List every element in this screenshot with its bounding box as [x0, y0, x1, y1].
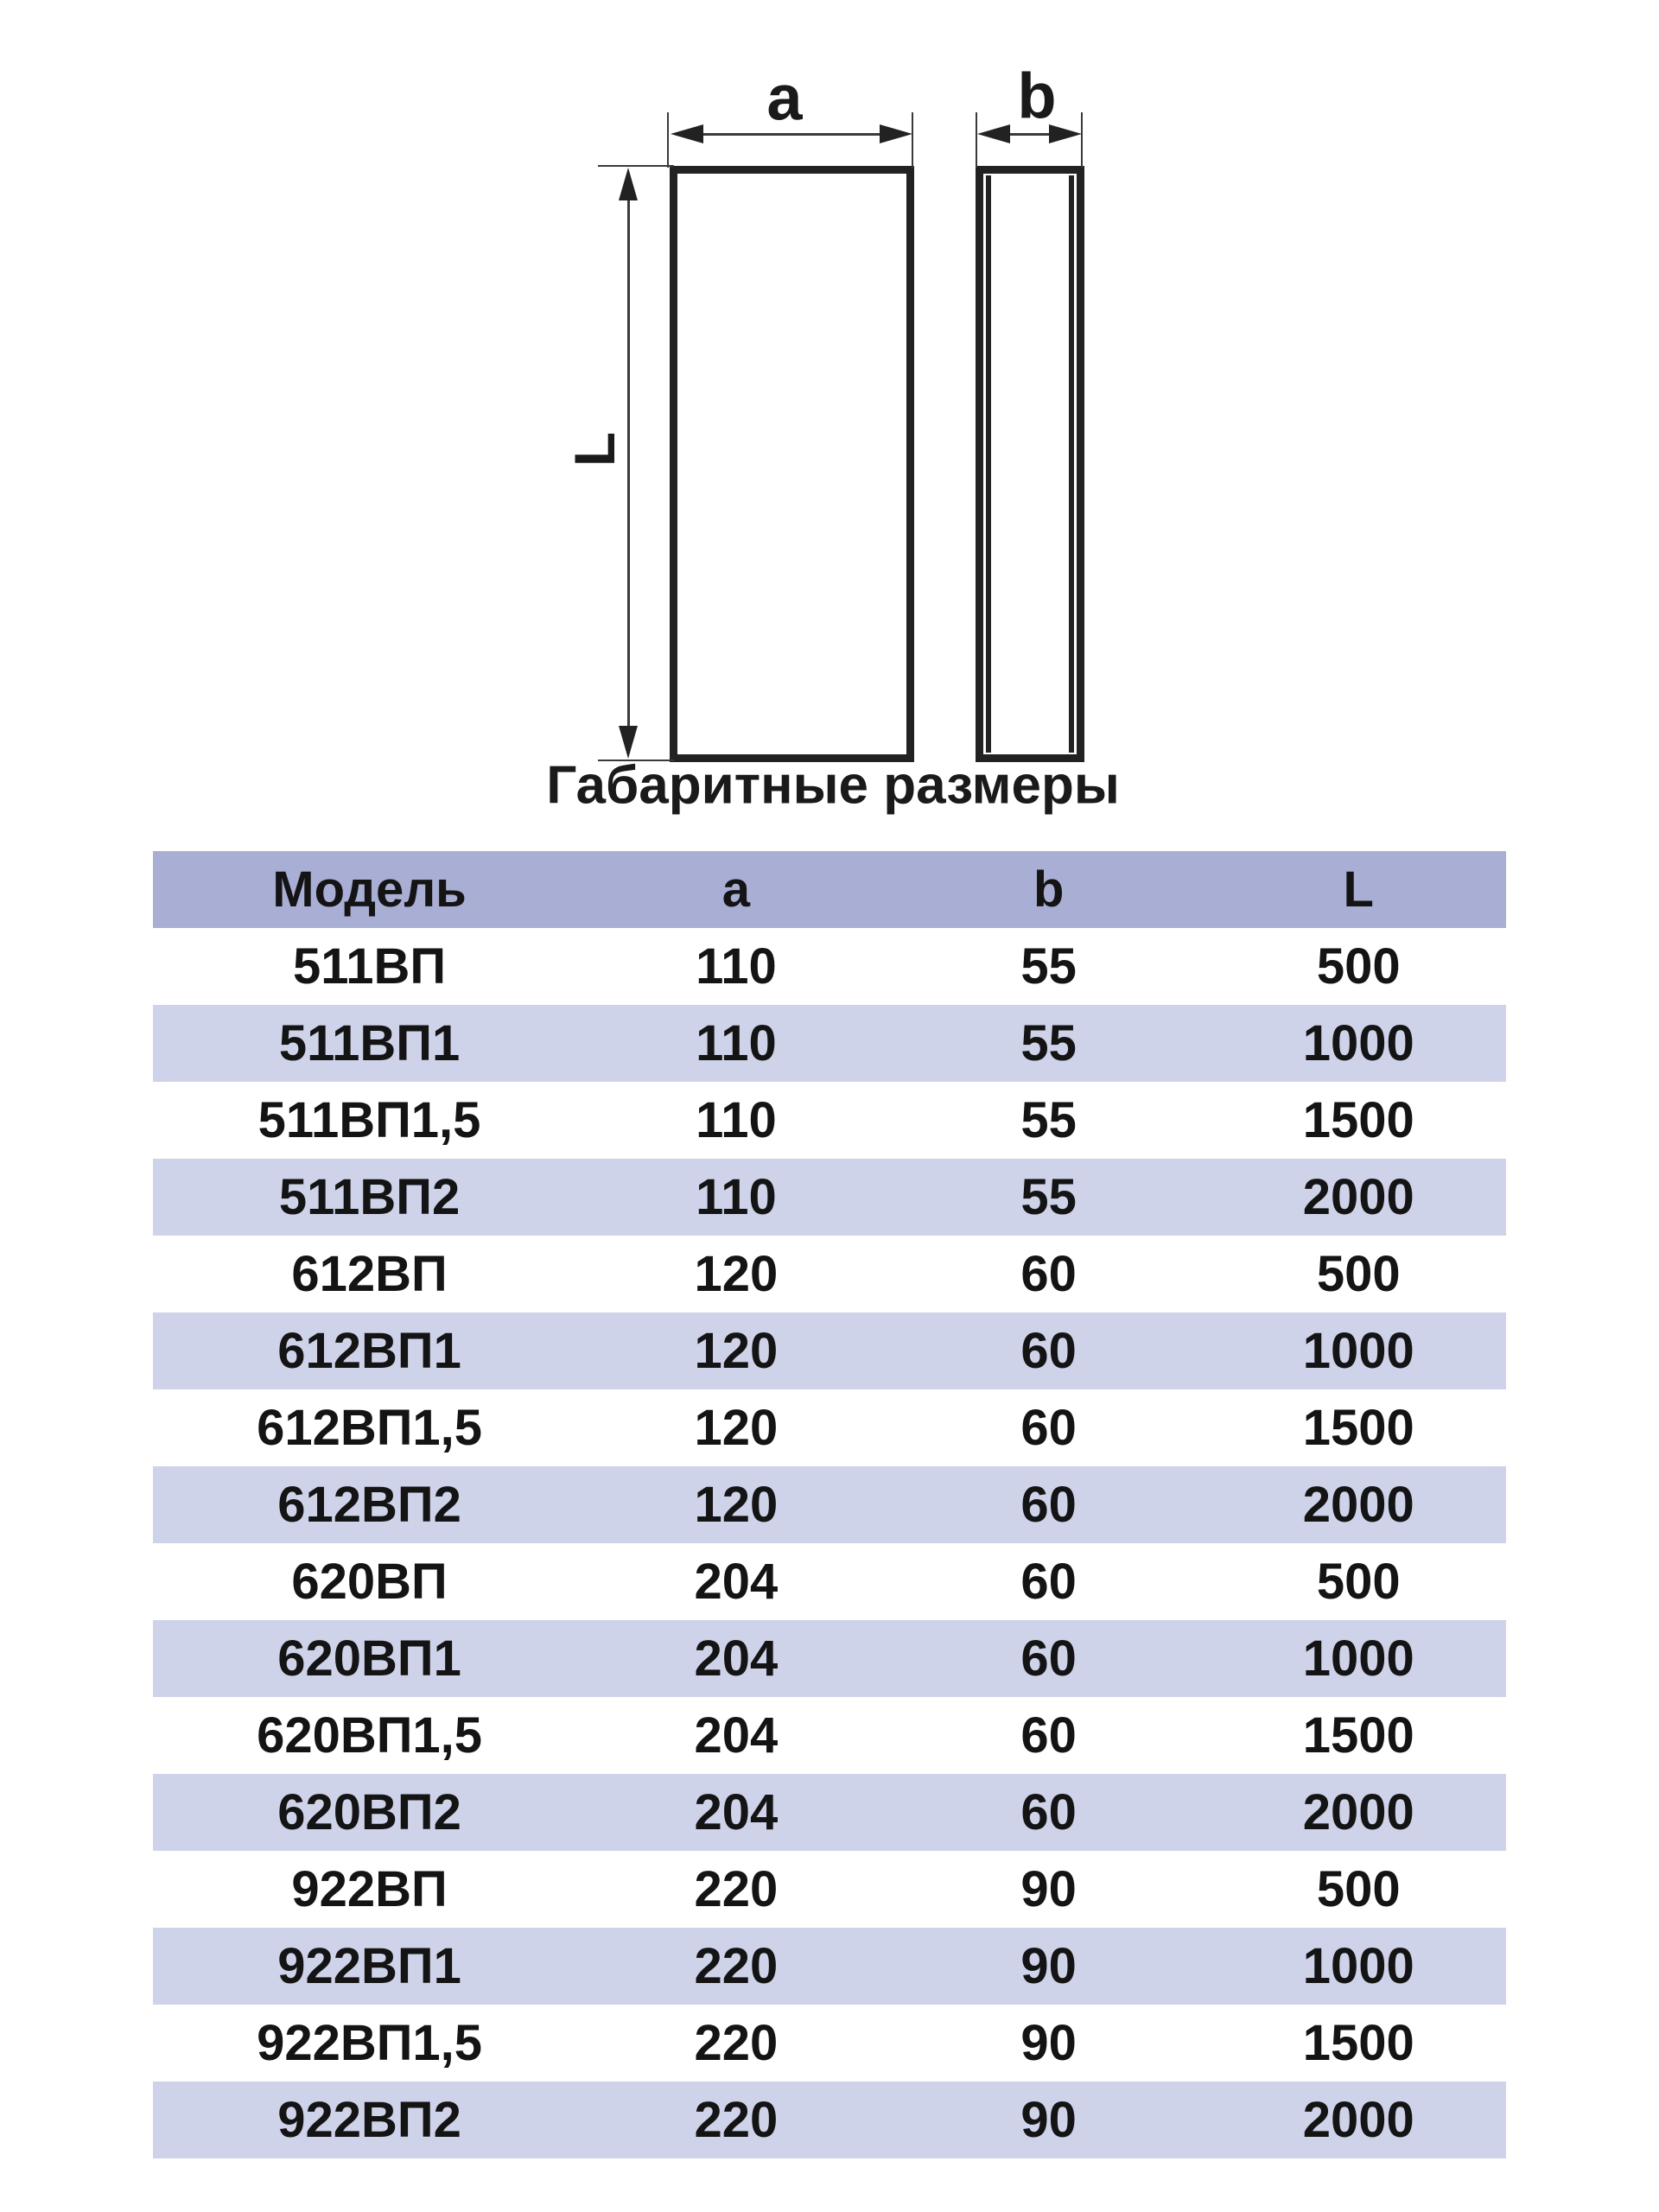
- table-row: [153, 1620, 1506, 1697]
- side-view-rect: [976, 166, 1084, 762]
- cell-l: 1000: [1302, 1015, 1414, 1071]
- cell-a: 204: [694, 1784, 779, 1840]
- size-table: [153, 851, 1506, 2158]
- cell-l: 500: [1316, 1861, 1401, 1917]
- cell-b: 60: [1020, 1477, 1077, 1533]
- l-dimension-line: [627, 173, 630, 753]
- cell-model: 922ВП: [291, 1861, 448, 1917]
- cell-l: 1500: [1302, 1400, 1414, 1456]
- cell-b: 55: [1020, 938, 1077, 995]
- cell-a: 220: [694, 2092, 779, 2148]
- table-row: [153, 1466, 1506, 1543]
- cell-b: 60: [1020, 1246, 1077, 1302]
- cell-l: 2000: [1302, 1784, 1414, 1840]
- cell-model: 620ВП2: [277, 1784, 461, 1840]
- extension-line: [598, 165, 674, 167]
- side-view-inner-line-right: [1069, 175, 1074, 753]
- cell-l: 1000: [1302, 1323, 1414, 1379]
- cell-l: 500: [1316, 1554, 1401, 1610]
- header-cell-b: b: [1033, 861, 1065, 918]
- table-row: [153, 1928, 1506, 2005]
- cell-b: 90: [1020, 1861, 1077, 1917]
- cell-b: 55: [1020, 1092, 1077, 1148]
- side-view-inner-line-left: [986, 175, 991, 753]
- cell-b: 90: [1020, 2092, 1077, 2148]
- cell-model: 511ВП1,5: [257, 1092, 481, 1148]
- cell-b: 90: [1020, 2015, 1077, 2071]
- cell-b: 60: [1020, 1630, 1077, 1687]
- arrowhead-up-icon: [619, 168, 638, 200]
- arrowhead-left-icon: [977, 124, 1010, 143]
- table-header-row: [153, 851, 1506, 928]
- cell-l: 1500: [1302, 1707, 1414, 1764]
- dimension-label-l: L: [563, 431, 626, 467]
- cell-b: 60: [1020, 1400, 1077, 1456]
- cell-l: 500: [1316, 1246, 1401, 1302]
- cell-model: 620ВП1,5: [257, 1707, 483, 1764]
- cell-a: 220: [694, 2015, 779, 2071]
- cell-a: 120: [694, 1477, 779, 1533]
- arrowhead-left-icon: [671, 124, 703, 143]
- table-row: [153, 1082, 1506, 1159]
- extension-line: [667, 112, 669, 168]
- dimension-label-b: b: [1017, 60, 1057, 132]
- cell-a: 110: [696, 1092, 777, 1148]
- arrowhead-right-icon: [880, 124, 912, 143]
- cell-l: 2000: [1302, 2092, 1414, 2148]
- cell-l: 1000: [1302, 1630, 1414, 1687]
- table-row: [153, 2082, 1506, 2158]
- cell-l: 1500: [1302, 2015, 1414, 2071]
- table-row: [153, 1005, 1506, 1082]
- cell-model: 922ВП1,5: [257, 2015, 483, 2071]
- table-row: [153, 2005, 1506, 2082]
- cell-model: 511ВП: [292, 938, 447, 995]
- cell-b: 60: [1020, 1554, 1077, 1610]
- cell-b: 60: [1020, 1323, 1077, 1379]
- cell-model: 922ВП1: [277, 1938, 461, 1994]
- table-row: [153, 1236, 1506, 1313]
- table-row: [153, 1774, 1506, 1851]
- cell-a: 220: [694, 1861, 779, 1917]
- cell-l: 1000: [1302, 1938, 1414, 1994]
- dimension-label-a: a: [766, 61, 803, 134]
- cell-a: 110: [696, 1169, 777, 1225]
- cell-model: 612ВП1,5: [257, 1400, 483, 1456]
- diagram-caption: Габаритные размеры: [546, 755, 1120, 816]
- cell-a: 110: [696, 938, 777, 995]
- arrowhead-down-icon: [619, 726, 638, 759]
- cell-b: 55: [1020, 1015, 1077, 1071]
- cell-model: 620ВП1: [277, 1630, 461, 1687]
- table-row: [153, 1697, 1506, 1774]
- table-row: [153, 1543, 1506, 1620]
- cell-l: 1500: [1302, 1092, 1414, 1148]
- cell-model: 612ВП2: [277, 1477, 461, 1533]
- cell-model: 612ВП1: [277, 1323, 461, 1379]
- cell-l: 2000: [1302, 1477, 1414, 1533]
- cell-model: 511ВП2: [278, 1169, 461, 1225]
- cell-a: 120: [694, 1400, 779, 1456]
- table-row: [153, 1313, 1506, 1389]
- cell-l: 500: [1316, 938, 1401, 995]
- cell-b: 60: [1020, 1707, 1077, 1764]
- cell-a: 204: [694, 1554, 779, 1610]
- front-view-rect: [670, 166, 914, 762]
- header-cell-l: L: [1343, 861, 1374, 918]
- cell-b: 90: [1020, 1938, 1077, 1994]
- cell-model: 612ВП: [291, 1246, 448, 1302]
- dimension-diagram: [0, 0, 1659, 851]
- cell-a: 204: [694, 1630, 779, 1687]
- cell-a: 220: [694, 1938, 779, 1994]
- table-row: [153, 928, 1506, 1005]
- cell-model: 922ВП2: [277, 2092, 461, 2148]
- cell-b: 60: [1020, 1784, 1077, 1840]
- header-cell-model: Модель: [272, 861, 467, 918]
- table-row: [153, 1159, 1506, 1236]
- cell-a: 110: [696, 1015, 777, 1071]
- cell-l: 2000: [1302, 1169, 1414, 1225]
- cell-model: 620ВП: [291, 1554, 448, 1610]
- table-row: [153, 1851, 1506, 1928]
- table-row: [153, 1389, 1506, 1466]
- cell-a: 120: [694, 1246, 779, 1302]
- cell-a: 204: [694, 1707, 779, 1764]
- table-body: [153, 928, 1506, 2158]
- cell-a: 120: [694, 1323, 779, 1379]
- header-cell-a: a: [721, 861, 751, 918]
- cell-b: 55: [1020, 1169, 1077, 1225]
- cell-model: 511ВП1: [278, 1015, 461, 1071]
